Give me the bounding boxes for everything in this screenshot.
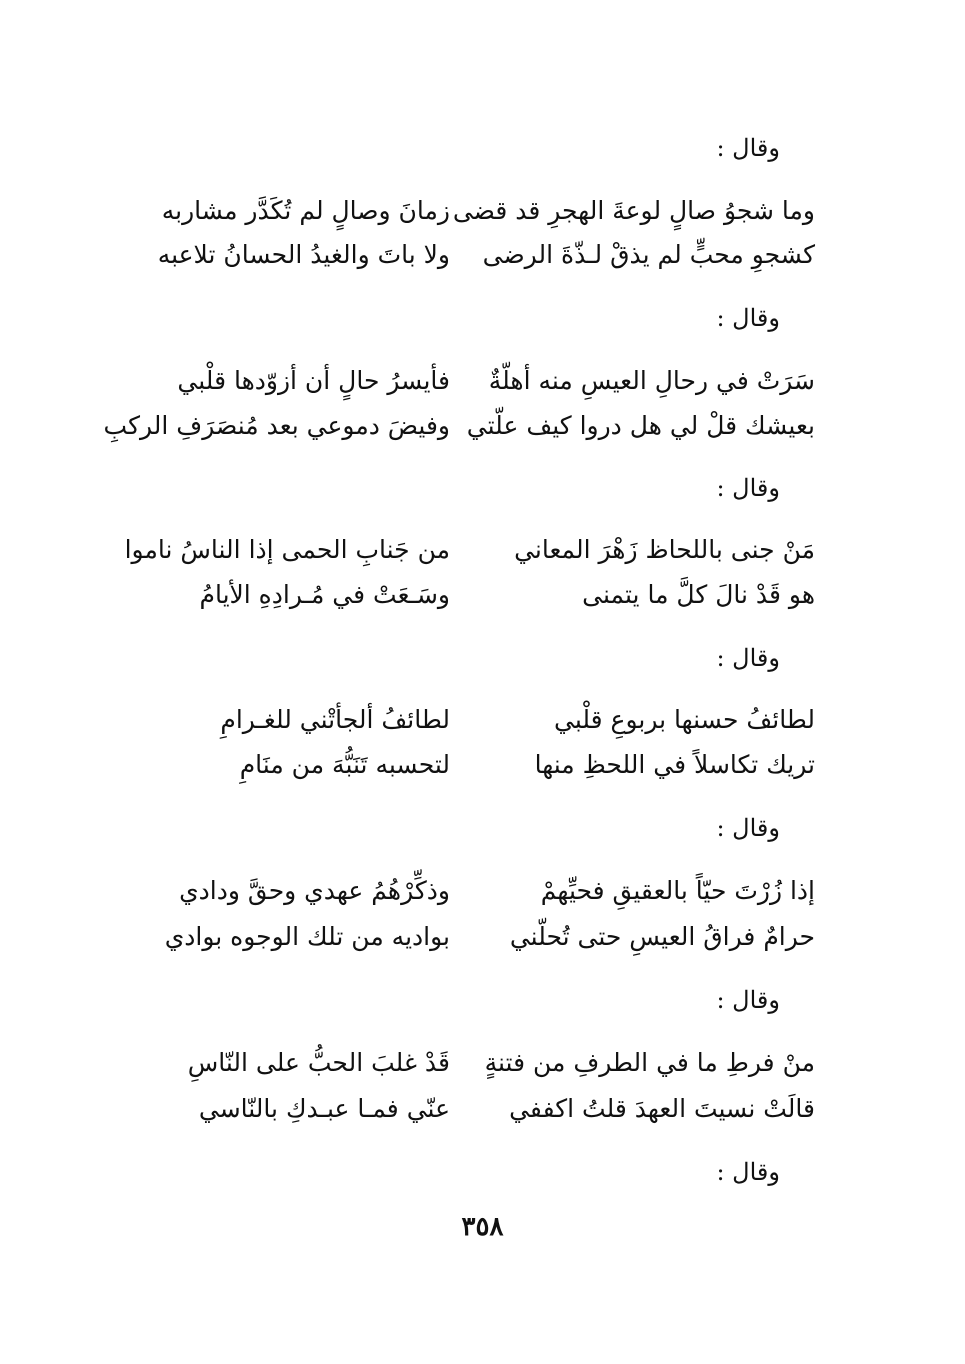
verse-second-hemistich: فأيسرُ حالٍ أن أزوّدها قلْبي: [177, 366, 450, 395]
verse-first-hemistich: سَرَتْ في رحالِ العيسِ منه أهلّةٌ: [488, 366, 815, 395]
verse-first-hemistich: حرامٌ فراقُ العيسِ حتى تُحلّني: [509, 922, 815, 951]
section-heading: وقال :: [716, 134, 780, 162]
verse-first-hemistich: كشجوِ محبٍّ لم يذقْ لـذّةَ الرضى: [482, 240, 815, 269]
verse-second-hemistich: ولا باتَ والغيدُ الحسانُ تلاعبه: [157, 240, 450, 269]
section-heading: وقال :: [716, 814, 780, 842]
verse-first-hemistich: قالَتْ نسيتَ العهدَ قلتُ اكففي: [509, 1094, 815, 1123]
section-heading: وقال :: [716, 644, 780, 672]
verse-first-hemistich: منْ فرطِ ما في الطرفِ من فتنةٍ: [484, 1048, 815, 1077]
verse-second-hemistich: قَدْ غلبَ الحبُّ على النّاسِ: [187, 1048, 450, 1077]
verse-second-hemistich: زمانَ وصالٍ لم تُكَدَّر مشاربه: [161, 196, 450, 225]
page-number: ٣٥٨: [461, 1212, 504, 1242]
verse-first-hemistich: هو قَدْ نالَ كلَّ ما يتمنى: [582, 580, 815, 609]
verse-second-hemistich: لطائفُ ألجأتْني للغـرامِ: [220, 705, 450, 734]
verse-first-hemistich: تريك تكاسلاً في اللحظِ منها: [534, 750, 815, 779]
verse-second-hemistich: وذكِّرْهُمُ عهدي وحقَّ ودادي: [179, 876, 450, 905]
verse-second-hemistich: من جَنابِ الحمى إذا الناسُ ناموا: [124, 535, 450, 564]
verse-second-hemistich: وسَـعَتْ في مُـرادِهِ الأيامُ: [199, 580, 450, 609]
verse-first-hemistich: وما شجوُ صالٍ لوعةَ الهجرِ قد قضى: [452, 196, 815, 225]
section-heading: وقال :: [716, 474, 780, 502]
verse-second-hemistich: وفيضَ دموعي بعد مُنصَرَفِ الركبِ: [103, 411, 450, 440]
verse-first-hemistich: لطائفُ حسنها بربوعِ قلْبي: [553, 705, 815, 734]
verse-first-hemistich: مَنْ جنى باللحاظ زَهْرَ المعاني: [514, 535, 815, 564]
verse-second-hemistich: لتحسبه تَنَبُّهَ من منَامِ: [239, 750, 450, 779]
verse-second-hemistich: بواديه من تلك الوجوه بوادي: [164, 922, 450, 951]
verse-first-hemistich: بعيشك قلْ لي هل دروا كيف علّتي: [466, 411, 815, 440]
verse-second-hemistich: عنّي فمـا عبـدكِ بالنّاسي: [198, 1094, 450, 1123]
verse-first-hemistich: إذا زُرْتَ حيّاً بالعقيقِ فحيِّهمْ: [540, 876, 815, 905]
section-heading: وقال :: [716, 986, 780, 1014]
section-heading: وقال :: [716, 1158, 780, 1186]
section-heading: وقال :: [716, 304, 780, 332]
